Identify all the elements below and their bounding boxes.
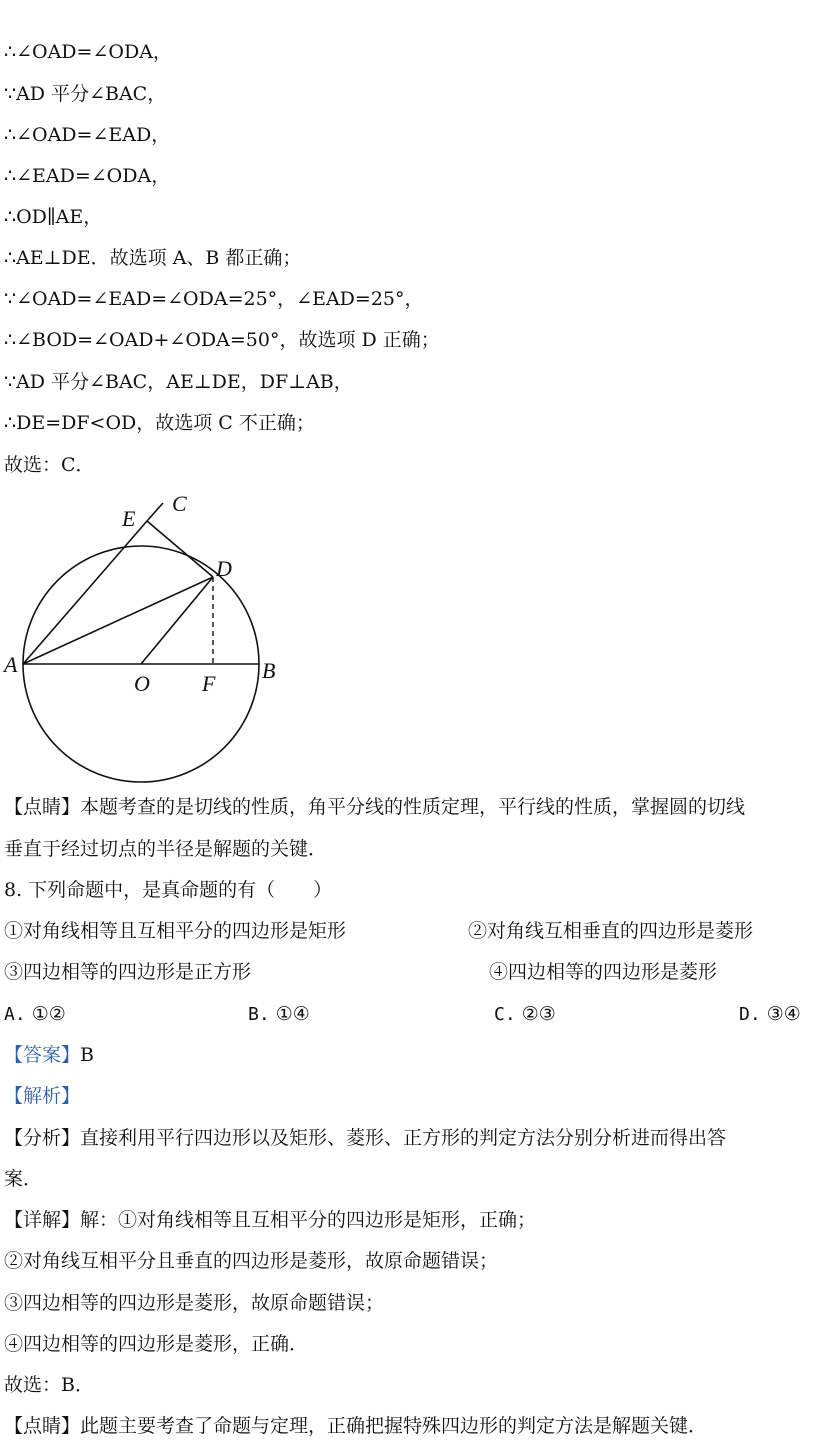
fenxi-line-2: 案．	[4, 1168, 43, 1190]
proof-line-6: ∴AE⊥DE．故选项 A、B 都正确；	[4, 247, 302, 269]
dianjing-1-tag: 【点睛】	[4, 796, 81, 818]
option-4: ④四边相等的四边形是菱形	[489, 961, 718, 983]
proof-line-9: ∵AD 平分∠BAC，AE⊥DE，DF⊥AB，	[4, 371, 353, 393]
choice-d-text: ③④	[766, 1003, 801, 1025]
answer-line	[4, 1042, 94, 1068]
proof-line-3: ∴∠OAD=∠EAD，	[4, 124, 171, 146]
proof-line-4: ∴∠EAD=∠ODA，	[4, 165, 171, 187]
choice-d-letter: D.	[739, 1004, 761, 1025]
xiangjie-line-2: ②对角线互相平分且垂直的四边形是菱形，故原命题错误；	[4, 1250, 499, 1272]
segment-ec	[147, 503, 163, 521]
label-d: D	[216, 556, 232, 581]
option-3: ③四边相等的四边形是正方形	[4, 961, 252, 983]
question-8-stem: 8. 下列命题中，是真命题的有（ ）	[4, 879, 333, 901]
radius-od	[141, 577, 213, 664]
proof-line-8: ∴∠BOD=∠OAD+∠ODA=50°，故选项 D 正确；	[4, 329, 440, 351]
proof-line-7: ∵∠OAD=∠EAD=∠ODA=25°，∠EAD=25°，	[4, 288, 424, 310]
proof-conclusion: 故选：C．	[4, 454, 95, 476]
choice-b-letter: B.	[248, 1004, 270, 1025]
choice-d	[739, 1001, 801, 1028]
choice-a	[4, 1001, 66, 1028]
option-1: ①对角线相等且互相平分的四边形是矩形	[4, 920, 347, 942]
label-a: A	[4, 652, 18, 677]
xiangjie-line-1	[4, 1207, 536, 1233]
proof-line-10: ∴DE=DF<OD，故选项 C 不正确；	[4, 412, 315, 434]
segment-ae	[23, 521, 147, 664]
label-o: O	[134, 671, 150, 696]
tangent-ed	[147, 521, 213, 577]
dianjing-2-line	[4, 1413, 707, 1439]
option-2: ②对角线互相垂直的四边形是菱形	[468, 920, 754, 942]
xiangjie-conclusion: 故选：B．	[4, 1374, 94, 1396]
xiangjie-line-4: ④四边相等的四边形是菱形，正确．	[4, 1333, 309, 1355]
fenxi-text-1: 直接利用平行四边形以及矩形、菱形、正方形的判定方法分别分析进而得出答	[80, 1127, 727, 1149]
geometry-figure	[0, 488, 300, 788]
label-f: F	[202, 671, 216, 696]
choice-b-text: ①④	[275, 1003, 310, 1025]
proof-line-5: ∴OD∥AE，	[4, 206, 103, 228]
answer-value: B	[80, 1044, 94, 1066]
proof-line-2: ∵AD 平分∠BAC，	[4, 83, 167, 105]
label-c: C	[172, 491, 187, 516]
fenxi-line-1	[4, 1125, 726, 1151]
dianjing-1-text-1: 本题考查的是切线的性质，角平分线的性质定理，平行线的性质，掌握圆的切线	[80, 796, 746, 818]
label-b: B	[262, 658, 276, 683]
segment-ad	[23, 577, 213, 664]
dianjing-2-tag: 【点睛】	[4, 1415, 81, 1437]
choice-a-letter: A.	[4, 1004, 26, 1025]
proof-line-1: ∴∠OAD=∠ODA，	[4, 41, 172, 63]
choice-a-text: ①②	[31, 1003, 66, 1025]
label-e: E	[122, 506, 136, 531]
analysis-heading: 【解析】	[4, 1085, 81, 1107]
xiangjie-line-3: ③四边相等的四边形是菱形，故原命题错误；	[4, 1292, 385, 1314]
xiangjie-text-1: 解：①对角线相等且互相平分的四边形是矩形，正确；	[80, 1209, 537, 1231]
choice-c-letter: C.	[494, 1004, 516, 1025]
dianjing-1-line-2: 垂直于经过切点的半径是解题的关键．	[4, 838, 328, 860]
choice-b	[248, 1001, 310, 1028]
choice-c	[494, 1001, 556, 1028]
answer-tag: 【答案】	[4, 1044, 81, 1066]
choice-c-text: ②③	[521, 1003, 556, 1025]
dianjing-1-line-1	[4, 794, 745, 820]
fenxi-tag: 【分析】	[4, 1127, 81, 1149]
xiangjie-tag: 【详解】	[4, 1209, 81, 1231]
dianjing-2-text: 此题主要考查了命题与定理，正确把握特殊四边形的判定方法是解题关键．	[80, 1415, 708, 1437]
